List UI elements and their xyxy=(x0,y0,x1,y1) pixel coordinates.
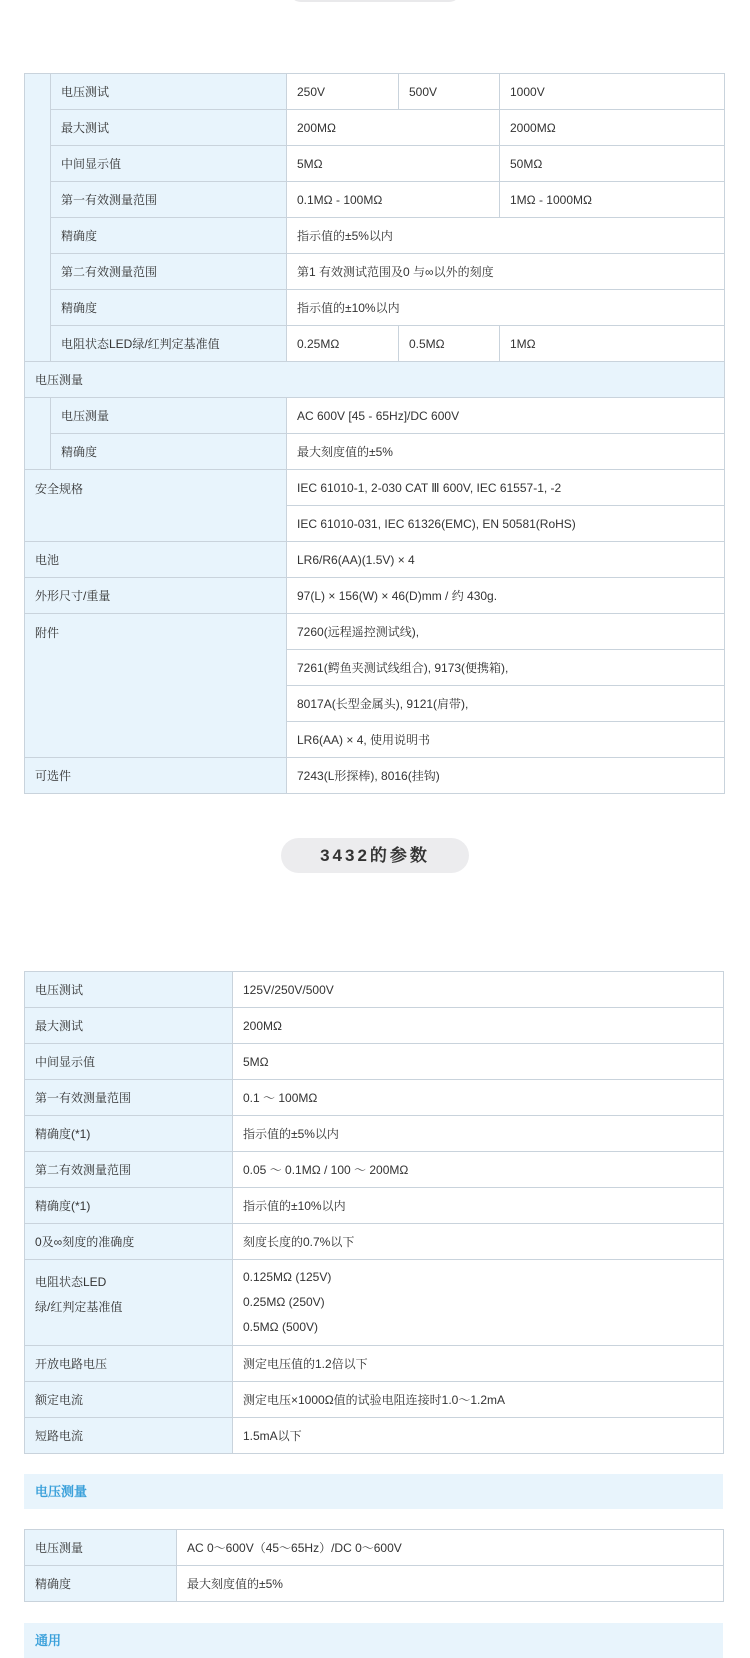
cell-value: 250V xyxy=(287,74,399,110)
table-row xyxy=(25,326,725,362)
table-row xyxy=(25,1188,724,1224)
row-label: 电压测量 xyxy=(25,1530,177,1566)
cell-value: 测定电压值的1.2倍以下 xyxy=(233,1346,724,1382)
label-line: 电阻状态LED xyxy=(35,1275,107,1289)
row-label: 第二有效测量范围 xyxy=(25,1152,233,1188)
table-row xyxy=(25,74,725,110)
row-label: 精确度 xyxy=(51,290,287,326)
row-label: 0及∞刻度的准确度 xyxy=(25,1224,233,1260)
row-label: 中间显示值 xyxy=(51,146,287,182)
table-row xyxy=(25,470,725,506)
table-row xyxy=(25,182,725,218)
cell-value: LR6/R6(AA)(1.5V) × 4 xyxy=(287,542,725,578)
spec-table-voltage xyxy=(24,1529,724,1602)
voltage-measurement-heading: 电压测量 xyxy=(24,1474,723,1509)
table-row xyxy=(25,1418,724,1454)
cell-value: 2000MΩ xyxy=(500,110,725,146)
row-label: 精确度 xyxy=(51,434,287,470)
cell-value: 1MΩ - 1000MΩ xyxy=(500,182,725,218)
cell-value: 97(L) × 156(W) × 46(D)mm / 约 430g. xyxy=(287,578,725,614)
row-label xyxy=(25,1260,233,1346)
table-row xyxy=(25,218,725,254)
table-row xyxy=(25,1080,724,1116)
general-heading: 通用 xyxy=(24,1623,723,1658)
label-line: 绿/红判定基准值 xyxy=(35,1300,123,1314)
cell-value: 1000V xyxy=(500,74,725,110)
table-row xyxy=(25,290,725,326)
cell-value: 0.1 ～ 100MΩ xyxy=(233,1080,724,1116)
row-label: 精确度(*1) xyxy=(25,1116,233,1152)
row-label: 电压测试 xyxy=(25,972,233,1008)
row-label: 中间显示值 xyxy=(25,1044,233,1080)
cell-value: IEC 61010-031, IEC 61326(EMC), EN 50581(RoHS) xyxy=(287,506,725,542)
cell-value: 5MΩ xyxy=(287,146,500,182)
table-row xyxy=(25,1224,724,1260)
table-row xyxy=(25,254,725,290)
table-row xyxy=(25,758,725,794)
cell-value: IEC 61010-1, 2-030 CAT Ⅲ 600V, IEC 61557-1, -2 xyxy=(287,470,725,506)
cell-value: 指示值的±10%以内 xyxy=(233,1188,724,1224)
cell-value: 0.5MΩ xyxy=(399,326,500,362)
table-row xyxy=(25,1530,724,1566)
cell-value: 7243(L形探棒), 8016(挂钩) xyxy=(287,758,725,794)
row-label: 最大测试 xyxy=(51,110,287,146)
section-title: 3432的参数 xyxy=(281,838,469,873)
table-row xyxy=(25,362,725,398)
cell-value: 指示值的±10%以内 xyxy=(287,290,725,326)
indent-cell xyxy=(25,74,51,362)
cell-value: LR6(AA) × 4, 使用说明书 xyxy=(287,722,725,758)
table-row xyxy=(25,398,725,434)
value-line: 0.125MΩ (125V) xyxy=(243,1270,332,1284)
table-row xyxy=(25,146,725,182)
row-label: 额定电流 xyxy=(25,1382,233,1418)
cell-value: 1MΩ xyxy=(500,326,725,362)
cell-value: 0.25MΩ xyxy=(287,326,399,362)
spec-table-3432 xyxy=(24,971,724,1454)
row-label: 精确度(*1) xyxy=(25,1188,233,1224)
table-row xyxy=(25,1116,724,1152)
cell-value: 7261(鳄鱼夹测试线组合), 9173(便携箱), xyxy=(287,650,725,686)
table-row xyxy=(25,542,725,578)
indent-cell xyxy=(25,398,51,470)
cell-value: 第1 有效测试范围及0 与∞以外的刻度 xyxy=(287,254,725,290)
row-label: 第二有效测量范围 xyxy=(51,254,287,290)
row-label: 精确度 xyxy=(51,218,287,254)
table-row xyxy=(25,1044,724,1080)
cell-value: 50MΩ xyxy=(500,146,725,182)
row-label: 开放电路电压 xyxy=(25,1346,233,1382)
cell-value: 指示值的±5%以内 xyxy=(233,1116,724,1152)
table-row xyxy=(25,1566,724,1602)
table-row xyxy=(25,434,725,470)
cell-value xyxy=(233,1260,724,1346)
table-row xyxy=(25,1260,724,1346)
spec-table-insulation xyxy=(24,73,725,794)
cell-value: 5MΩ xyxy=(233,1044,724,1080)
row-label: 短路电流 xyxy=(25,1418,233,1454)
row-label: 第一有效测量范围 xyxy=(51,182,287,218)
row-label: 电阻状态LED绿/红判定基准值 xyxy=(51,326,287,362)
row-label: 附件 xyxy=(25,614,287,758)
table-row xyxy=(25,1008,724,1044)
table-row xyxy=(25,972,724,1008)
row-label: 外形尺寸/重量 xyxy=(25,578,287,614)
cell-value: AC 0～600V（45～65Hz）/DC 0～600V xyxy=(177,1530,724,1566)
cell-value: 0.05 ～ 0.1MΩ / 100 ～ 200MΩ xyxy=(233,1152,724,1188)
cell-value: 8017A(长型金属头), 9121(肩带), xyxy=(287,686,725,722)
cell-value: 7260(远程遥控测试线), xyxy=(287,614,725,650)
table-row xyxy=(25,578,725,614)
previous-section-title-pill xyxy=(289,0,461,2)
row-label: 精确度 xyxy=(25,1566,177,1602)
value-line: 0.25MΩ (250V) xyxy=(243,1295,325,1309)
cell-value: 200MΩ xyxy=(233,1008,724,1044)
cell-value: 指示值的±5%以内 xyxy=(287,218,725,254)
row-label: 第一有效测量范围 xyxy=(25,1080,233,1116)
row-label: 电池 xyxy=(25,542,287,578)
section-row-label: 电压测量 xyxy=(25,362,725,398)
cell-value: 200MΩ xyxy=(287,110,500,146)
row-label: 安全规格 xyxy=(25,470,287,542)
cell-value: 刻度长度的0.7%以下 xyxy=(233,1224,724,1260)
row-label: 电压测试 xyxy=(51,74,287,110)
row-label: 最大测试 xyxy=(25,1008,233,1044)
cell-value: 1.5mA以下 xyxy=(233,1418,724,1454)
cell-value: 最大刻度值的±5% xyxy=(177,1566,724,1602)
cell-value: 0.1MΩ - 100MΩ xyxy=(287,182,500,218)
table-row xyxy=(25,1382,724,1418)
row-label: 电压测量 xyxy=(51,398,287,434)
table-row xyxy=(25,1346,724,1382)
row-label: 可选件 xyxy=(25,758,287,794)
cell-value: 125V/250V/500V xyxy=(233,972,724,1008)
cell-value: 500V xyxy=(399,74,500,110)
table-row xyxy=(25,1152,724,1188)
table-row xyxy=(25,614,725,650)
value-line: 0.5MΩ (500V) xyxy=(243,1320,318,1334)
cell-value: AC 600V [45 - 65Hz]/DC 600V xyxy=(287,398,725,434)
cell-value: 最大刻度值的±5% xyxy=(287,434,725,470)
cell-value: 测定电压×1000Ω值的试验电阻连接时1.0～1.2mA xyxy=(233,1382,724,1418)
table-row xyxy=(25,110,725,146)
